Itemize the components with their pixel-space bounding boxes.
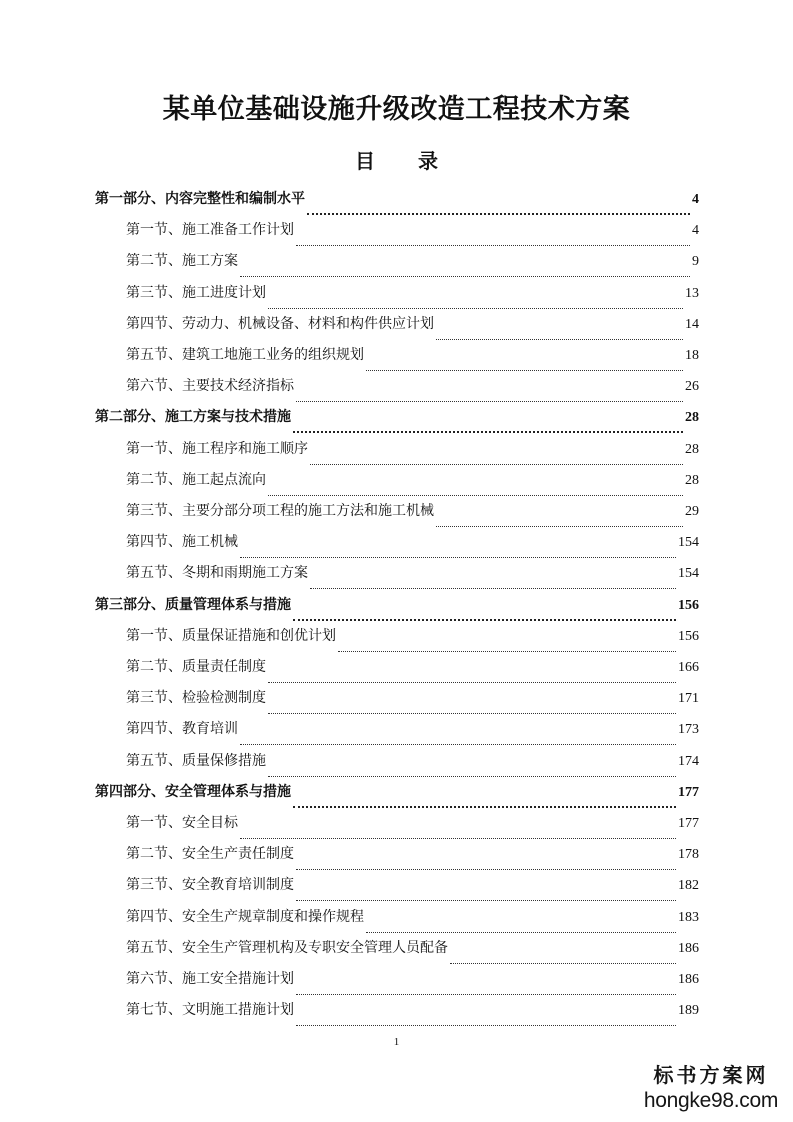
toc-entry-page: 156 xyxy=(678,598,699,613)
toc-entry-page: 186 xyxy=(678,972,699,987)
toc-entry-page: 173 xyxy=(678,722,699,737)
toc-part-entry[interactable] xyxy=(95,777,699,808)
toc-entry-page: 28 xyxy=(685,410,699,425)
toc-dot-leader xyxy=(293,608,676,621)
toc-dot-leader xyxy=(296,1014,676,1026)
toc-entry-label: 第一节、质量保证措施和创优计划 xyxy=(126,628,336,644)
toc-entry-label: 第二节、质量责任制度 xyxy=(126,659,266,675)
toc-entry-page: 154 xyxy=(678,535,699,550)
toc-entry-page: 174 xyxy=(678,754,699,769)
toc-dot-leader xyxy=(296,983,676,995)
toc-section-entry[interactable] xyxy=(126,714,699,745)
toc-entry-page: 166 xyxy=(678,660,699,675)
toc-entry-label: 第二节、施工起点流向 xyxy=(126,472,266,488)
toc-dot-leader xyxy=(366,359,683,371)
toc-section-entry[interactable] xyxy=(126,496,699,527)
toc-entry-label: 第三节、安全教育培训制度 xyxy=(126,877,294,893)
toc-dot-leader xyxy=(240,546,676,558)
toc-entry-label: 第二节、施工方案 xyxy=(126,253,238,269)
toc-section-entry[interactable] xyxy=(126,621,699,652)
toc-dot-leader xyxy=(268,765,676,777)
toc-section-entry[interactable] xyxy=(126,215,699,246)
toc-entry-page: 154 xyxy=(678,566,699,581)
toc-section-entry[interactable] xyxy=(126,839,699,870)
toc-entry-page: 177 xyxy=(678,785,699,800)
toc-entry-page: 18 xyxy=(685,348,699,363)
toc-dot-leader xyxy=(450,952,676,964)
toc-section-entry[interactable] xyxy=(126,746,699,777)
toc-dot-leader xyxy=(268,702,676,714)
page-number: 1 xyxy=(393,1036,400,1048)
toc-section-entry[interactable] xyxy=(126,870,699,901)
toc-entry-label: 第一节、施工准备工作计划 xyxy=(126,222,294,238)
toc-section-entry[interactable] xyxy=(126,683,699,714)
toc-entry-label: 第四节、劳动力、机械设备、材料和构件供应计划 xyxy=(126,316,434,332)
toc-entry-page: 14 xyxy=(685,317,699,332)
toc-entry-page: 28 xyxy=(685,473,699,488)
toc-entry-label: 第一节、安全目标 xyxy=(126,815,238,831)
toc-entry-label: 第三节、施工进度计划 xyxy=(126,285,266,301)
toc-dot-leader xyxy=(307,202,690,215)
toc-entry-label: 第四节、安全生产规章制度和操作规程 xyxy=(126,909,364,925)
toc-dot-leader xyxy=(436,328,683,340)
toc-entry-page: 4 xyxy=(692,192,699,207)
toc-entry-label: 第二部分、施工方案与技术措施 xyxy=(95,409,291,425)
toc-entry-page: 29 xyxy=(685,504,699,519)
toc-entry-page: 13 xyxy=(685,286,699,301)
toc-entry-label: 第六节、施工安全措施计划 xyxy=(126,971,294,987)
toc-entry-page: 177 xyxy=(678,816,699,831)
toc-entry-label: 第六节、主要技术经济指标 xyxy=(126,378,294,394)
toc-entry-label: 第三部分、质量管理体系与措施 xyxy=(95,597,291,613)
toc-part-entry[interactable] xyxy=(95,402,699,433)
toc-section-entry[interactable] xyxy=(126,465,699,496)
toc-dot-leader xyxy=(338,640,676,652)
toc-entry-page: 9 xyxy=(692,254,699,269)
toc-entry-page: 156 xyxy=(678,629,699,644)
toc-section-entry[interactable] xyxy=(126,902,699,933)
toc-entry-label: 第七节、文明施工措施计划 xyxy=(126,1002,294,1018)
toc-entry-page: 178 xyxy=(678,847,699,862)
toc-section-entry[interactable] xyxy=(126,527,699,558)
toc-entry-page: 189 xyxy=(678,1003,699,1018)
toc-section-entry[interactable] xyxy=(126,434,699,465)
toc-dot-leader xyxy=(240,265,690,277)
toc-dot-leader xyxy=(366,921,676,933)
toc-dot-leader xyxy=(436,515,683,527)
toc-dot-leader xyxy=(240,733,676,745)
toc-dot-leader xyxy=(296,858,676,870)
toc-section-entry[interactable] xyxy=(126,340,699,371)
toc-entry-label: 第三节、检验检测制度 xyxy=(126,690,266,706)
toc-entry-page: 182 xyxy=(678,878,699,893)
toc-part-entry[interactable] xyxy=(95,184,699,215)
toc-entry-label: 第五节、质量保修措施 xyxy=(126,753,266,769)
toc-entry-page: 183 xyxy=(678,910,699,925)
toc-dot-leader xyxy=(240,827,676,839)
toc-entry-page: 28 xyxy=(685,442,699,457)
toc-entry-label: 第二节、安全生产责任制度 xyxy=(126,846,294,862)
toc-dot-leader xyxy=(310,453,683,465)
toc-entry-label: 第四部分、安全管理体系与措施 xyxy=(95,784,291,800)
toc-entry-label: 第五节、建筑工地施工业务的组织规划 xyxy=(126,347,364,363)
toc-section-entry[interactable] xyxy=(126,558,699,589)
toc-entry-page: 26 xyxy=(685,379,699,394)
toc-part-entry[interactable] xyxy=(95,590,699,621)
toc-section-entry[interactable] xyxy=(126,371,699,402)
toc-dot-leader xyxy=(268,297,683,309)
toc-entry-page: 4 xyxy=(692,223,699,238)
toc-dot-leader xyxy=(296,390,683,402)
toc-dot-leader xyxy=(296,234,690,246)
toc-section-entry[interactable] xyxy=(126,246,699,277)
toc-heading: 目 录 xyxy=(355,149,456,173)
toc-dot-leader xyxy=(296,889,676,901)
toc-entry-label: 第一部分、内容完整性和编制水平 xyxy=(95,191,305,207)
toc-dot-leader xyxy=(310,577,676,589)
toc-dot-leader xyxy=(268,671,676,683)
toc-entry-label: 第一节、施工程序和施工顺序 xyxy=(126,441,308,457)
toc-section-entry[interactable] xyxy=(126,652,699,683)
watermark-name: 标书方案网 xyxy=(653,1063,769,1087)
toc-entry-label: 第四节、施工机械 xyxy=(126,534,238,550)
site-watermark xyxy=(636,1062,786,1114)
toc-dot-leader xyxy=(293,795,676,808)
toc-section-entry[interactable] xyxy=(126,964,699,995)
toc-entry-label: 第四节、教育培训 xyxy=(126,721,238,737)
toc-section-entry[interactable] xyxy=(126,278,699,309)
toc-entry-label: 第五节、冬期和雨期施工方案 xyxy=(126,565,308,581)
toc-section-entry[interactable] xyxy=(126,309,699,340)
toc-entry-label: 第五节、安全生产管理机构及专职安全管理人员配备 xyxy=(126,940,448,956)
toc-dot-leader xyxy=(268,484,683,496)
toc-entry-page: 171 xyxy=(678,691,699,706)
watermark-url: hongke98.com xyxy=(643,1089,779,1112)
toc-entry-page: 186 xyxy=(678,941,699,956)
document-title: 某单位基础设施升级改造工程技术方案 xyxy=(162,94,631,125)
toc-section-entry[interactable] xyxy=(126,808,699,839)
toc-dot-leader xyxy=(293,420,683,433)
toc-section-entry[interactable] xyxy=(126,995,699,1026)
toc-entry-label: 第三节、主要分部分项工程的施工方法和施工机械 xyxy=(126,503,434,519)
toc-section-entry[interactable] xyxy=(126,933,699,964)
